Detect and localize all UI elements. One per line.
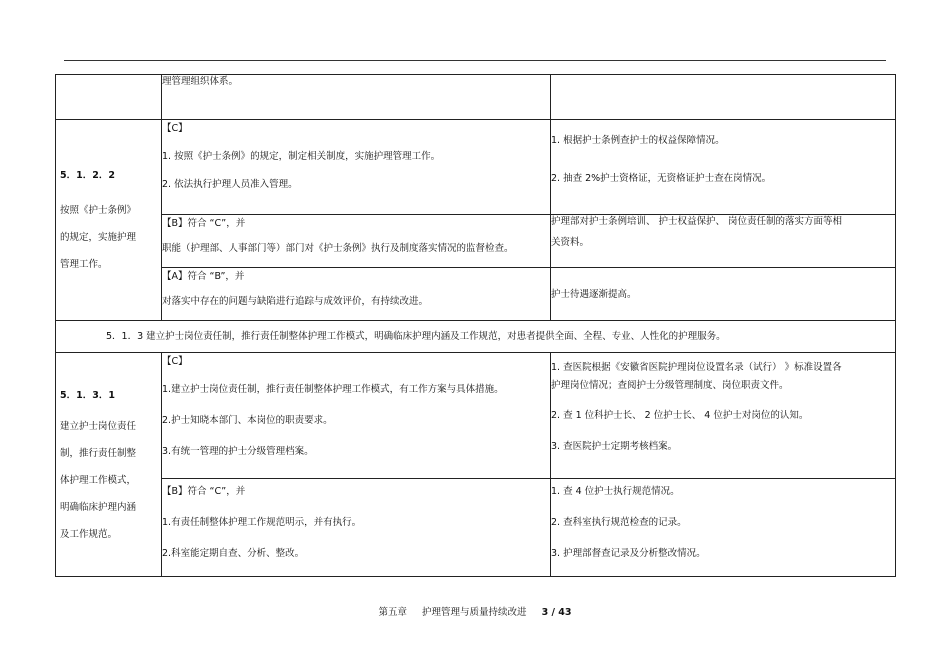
section-text: 5．1．3 建立护士岗位责任制，推行责任制整体护理工作模式，明确临床护理内涵及工作规范，对患者提供全面、全程、专业、人性化的护理服务。 [106, 331, 726, 342]
criteria-cell [162, 215, 551, 268]
page-footer [0, 604, 950, 618]
criteria-line: 1.建立护士岗位责任制，推行责任制整体护理工作模式，有工作方案与具体措施。 [162, 384, 504, 395]
item-desc-line: 体护理工作模式， [60, 474, 137, 486]
grade-title: 【A】符合 “B”，并 [162, 271, 245, 282]
table-row [56, 479, 896, 577]
criteria-cell [162, 353, 551, 479]
criteria-line: 2. 依法执行护理人员准入管理。 [162, 179, 298, 190]
item-desc-line: 管理工作。 [60, 259, 108, 270]
criteria-text: 理管理组织体系。 [162, 76, 239, 87]
check-line: 2. 查 1 位科护士长、 2 位护士长、 4 位护士对岗位的认知。 [551, 410, 809, 421]
criteria-line: 2.科室能定期自查、分析、整改。 [162, 548, 305, 559]
criteria-line: 3.有统一管理的护士分级管理档案。 [162, 446, 314, 457]
item-number: 5．1．2．2 [60, 170, 115, 181]
item-number: 5．1．3．1 [60, 389, 115, 401]
table-row [56, 75, 896, 120]
check-cell [551, 268, 896, 321]
criteria-cell [162, 268, 551, 321]
item-desc-line: 建立护士岗位责任 [60, 420, 137, 432]
table-row [56, 215, 896, 268]
table-row [56, 353, 896, 479]
check-line: 护理岗位情况；查阅护士分级管理制度、岗位职责文件。 [551, 380, 789, 391]
grade-title: 【C】 [162, 356, 188, 367]
table-row [56, 268, 896, 321]
footer-chapter: 第五章 [378, 607, 407, 618]
check-line: 护士待遇逐渐提高。 [551, 288, 637, 300]
check-line: 1. 查医院根据《安徽省医院护理岗位设置名录（试行） 》标准设置各 [551, 362, 842, 373]
item-cell-5-1-3-1 [56, 353, 162, 577]
criteria-line: 1. 按照《护士条例》的规定，制定相关制度，实施护理管理工作。 [162, 151, 441, 162]
check-line: 护理部对护士条例培训、 护士权益保护、 岗位责任制的落实方面等相 [551, 216, 843, 227]
section-heading [56, 321, 896, 353]
check-cell [551, 479, 896, 577]
grade-title: 【B】符合 “C”，并 [162, 486, 246, 497]
item-desc-line: 明确临床护理内涵 [60, 501, 137, 513]
check-line: 1. 查 4 位护士执行规范情况。 [551, 486, 680, 497]
check-cell [551, 215, 896, 268]
section-row [56, 321, 896, 353]
item-desc-line: 按照《护士条例》 [60, 205, 137, 216]
check-cell [551, 353, 896, 479]
grade-title: 【B】符合 “C”，并 [162, 218, 246, 229]
item-desc-line: 的规定，实施护理 [60, 232, 137, 243]
check-cell [551, 120, 896, 215]
criteria-cell [162, 75, 551, 120]
item-desc-line: 制，推行责任制整 [60, 447, 137, 459]
criteria-line: 1.有责任制整体护理工作规范明示，并有执行。 [162, 517, 362, 528]
check-cell [551, 75, 896, 120]
check-line: 2. 查科室执行规范检查的记录。 [551, 517, 687, 528]
page-number: 3 / 43 [541, 607, 572, 618]
header-rule [64, 60, 886, 61]
item-desc-line: 及工作规范。 [60, 528, 118, 540]
criteria-line: 2.护士知晓本部门、本岗位的职责要求。 [162, 415, 333, 426]
grade-title: 【C】 [162, 123, 188, 134]
standards-table [55, 74, 896, 577]
check-line: 1. 根据护士条例查护士的权益保障情况。 [551, 135, 725, 146]
criteria-cell [162, 120, 551, 215]
check-line: 3. 查医院护士定期考核档案。 [551, 441, 678, 452]
table-row [56, 120, 896, 215]
check-line: 关资料。 [551, 237, 590, 248]
item-cell-5-1-2-2 [56, 120, 162, 321]
criteria-line: 对落实中存在的问题与缺陷进行追踪与成效评价，有持续改进。 [162, 296, 429, 307]
item-cell [56, 75, 162, 120]
check-line: 2. 抽查 2%护士资格证，无资格证护士查在岗情况。 [551, 173, 772, 184]
criteria-cell [162, 479, 551, 577]
criteria-line: 职能（护理部、人事部门等）部门对《护士条例》执行及制度落实情况的监督检查。 [162, 243, 514, 254]
footer-title: 护理管理与质量持续改进 [422, 607, 527, 618]
check-line: 3. 护理部督查记录及分析整改情况。 [551, 548, 706, 559]
